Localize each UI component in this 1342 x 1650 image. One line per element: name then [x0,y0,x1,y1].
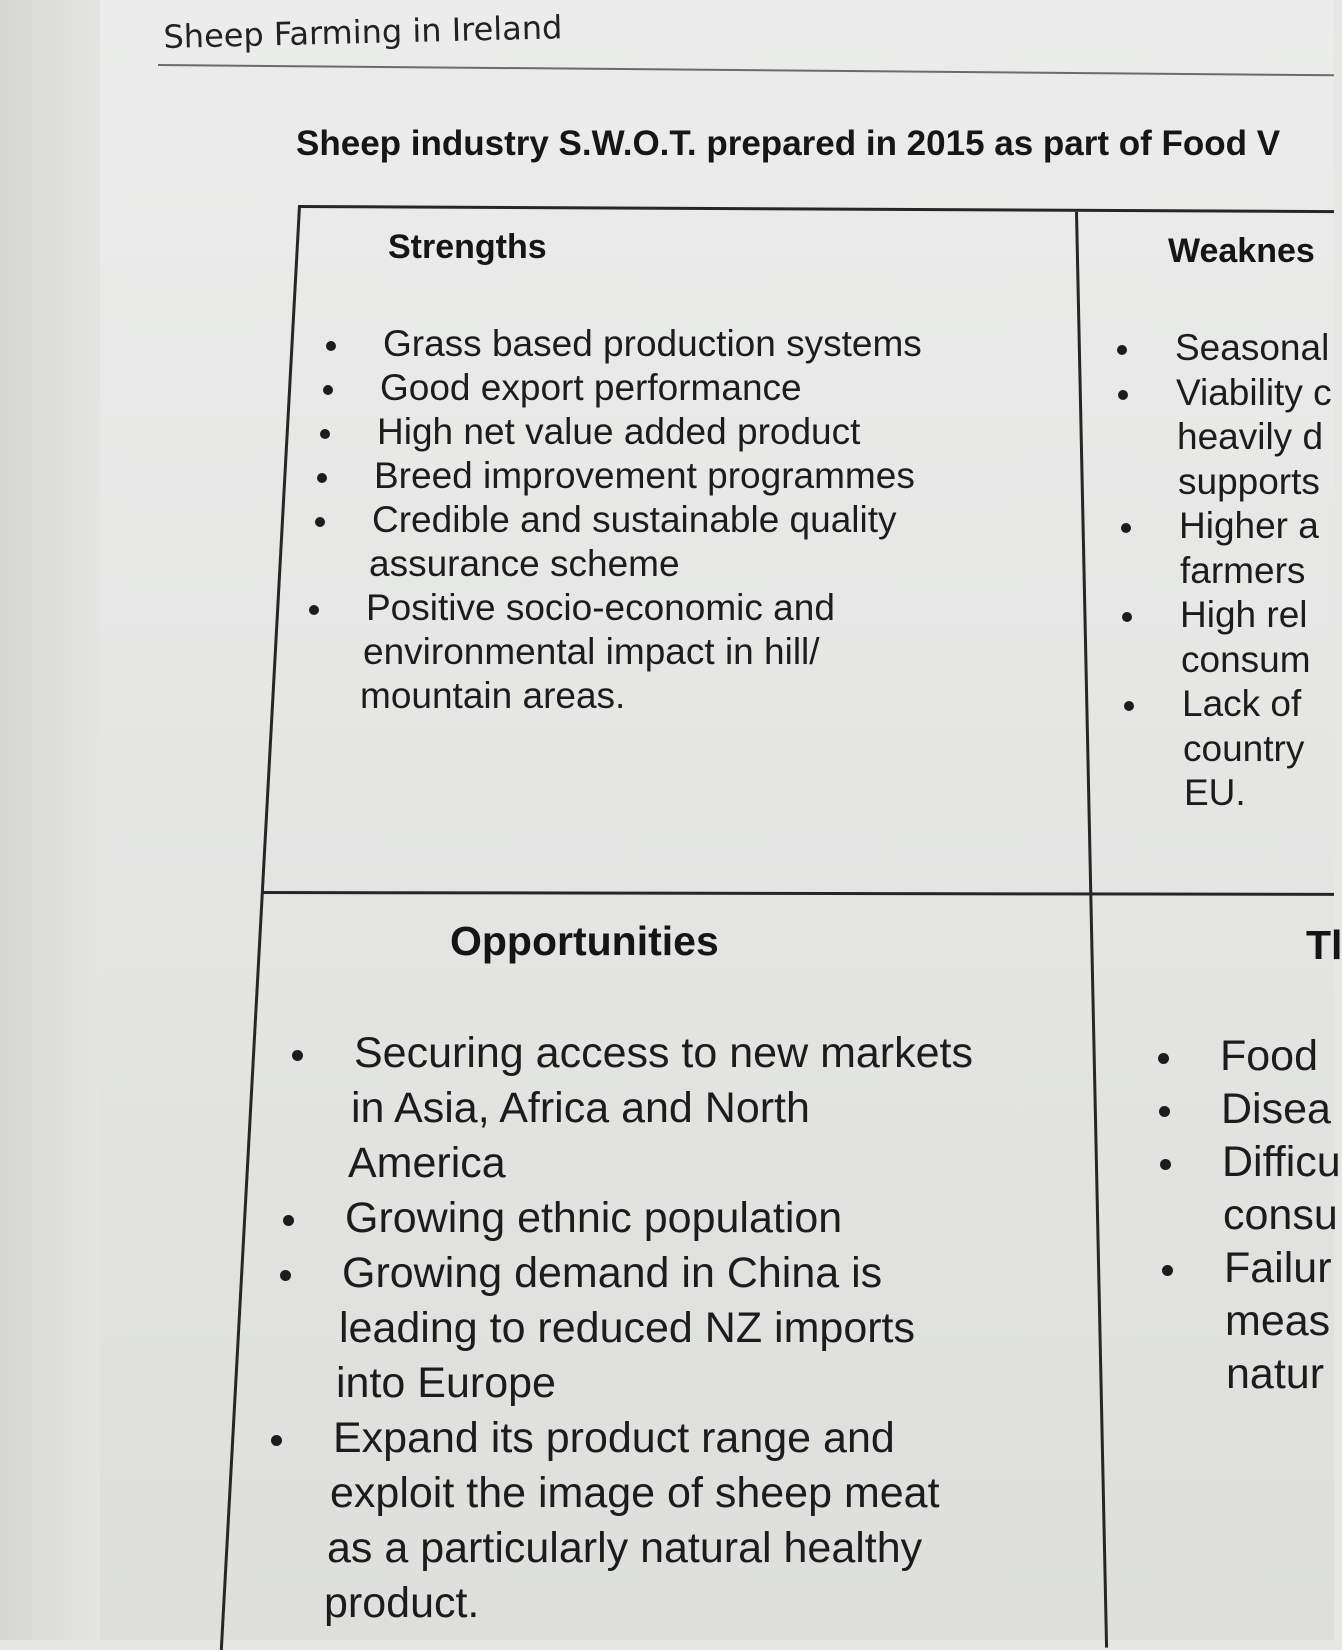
opportunities-item [348,1026,973,1191]
weaknesses-item-text: consum [1181,638,1311,680]
strengths-item [369,498,897,586]
weaknesses-item-text: High rel [1180,594,1308,635]
threats-item-text: Difficu [1222,1138,1341,1186]
strengths-item [360,586,835,718]
threats-item-text: Failur [1224,1244,1332,1292]
threats-item [1221,1083,1331,1136]
bullet-icon [1159,1106,1170,1117]
bullet-icon [309,605,319,615]
weaknesses-item [1176,371,1332,505]
weaknesses-item-text: supports [1178,460,1320,502]
bullet-icon [1118,390,1128,400]
threats-item [1220,1030,1318,1083]
weaknesses-item-text: Higher a [1179,505,1319,546]
opportunities-item-text: Growing ethnic population [345,1194,843,1242]
strengths-item-text: assurance scheme [369,543,680,584]
weaknesses-item-text: country [1183,727,1305,769]
threats-item [1222,1136,1341,1242]
strengths-item-text: Breed improvement programmes [374,455,915,496]
bullet-icon [1121,523,1131,533]
strengths-item [374,454,915,498]
table-left-border [220,206,301,1650]
weaknesses-item-text: farmers [1180,549,1306,591]
threats-title: Tl [1306,922,1342,968]
bullet-icon [280,1270,291,1281]
table-middle-border [262,891,1334,896]
strengths-item-text: High net value added product [377,411,861,452]
opportunities-item-text: Expand its product range and [333,1414,895,1462]
bullet-icon [1162,1265,1173,1276]
weaknesses-item-text: EU. [1184,772,1246,813]
bullet-icon [315,517,325,527]
opportunities-item-text: leading to reduced NZ imports [339,1304,916,1352]
threats-item-text: Disea [1221,1085,1331,1133]
bullet-icon [283,1215,294,1226]
opportunities-item-text: into Europe [336,1359,556,1407]
weaknesses-item-text: Seasonal [1175,327,1330,368]
strengths-item-text: Credible and sustainable quality [372,499,897,540]
strengths-item [383,322,922,366]
bullet-icon [1158,1053,1169,1064]
bullet-icon [1122,612,1132,622]
threats-item-text: Food [1220,1032,1319,1080]
opportunities-item-text: Growing demand in China is [342,1249,883,1297]
bullet-icon [271,1435,282,1446]
opportunities-item-text: Securing access to new markets [354,1029,973,1077]
opportunities-item-text: product. [324,1579,480,1627]
bullet-icon [1160,1159,1171,1170]
threats-item-text: meas [1225,1297,1331,1345]
strengths-item [377,410,860,454]
threats-item-text: natur [1226,1350,1325,1398]
bullet-icon [292,1050,303,1061]
strengths-item-text: mountain areas. [360,675,626,716]
weaknesses-item [1182,682,1304,816]
opportunities-item-text: in Asia, Africa and North [351,1084,810,1132]
weaknesses-item-text: Viability c [1176,371,1332,413]
weaknesses-item [1175,326,1329,371]
weaknesses-title: Weaknes [1168,232,1315,270]
strengths-item-text: Grass based production systems [383,323,922,364]
weaknesses-item [1180,593,1311,682]
opportunities-item-text: America [348,1139,506,1187]
strengths-item [380,366,802,410]
threats-item-text: consu [1223,1191,1338,1239]
running-header-title: Sheep Farming in Ireland [163,8,563,56]
strengths-title: Strengths [388,228,547,266]
strengths-item-text: Positive socio-economic and [366,587,835,628]
strengths-item-text: environmental impact in hill/ [363,631,820,672]
table-top-border [298,205,1334,213]
bullet-icon [1124,701,1134,711]
opportunities-item-text: exploit the image of sheep meat [330,1469,940,1517]
opportunities-item [336,1246,916,1411]
bullet-icon [320,429,330,439]
bullet-icon [326,341,336,351]
bullet-icon [317,473,327,483]
table-center-divider [1075,212,1108,1648]
opportunities-title: Opportunities [450,918,719,964]
weaknesses-item [1179,504,1319,593]
threats-item [1224,1242,1332,1401]
opportunities-item [324,1411,940,1631]
weaknesses-item-text: Lack of [1182,683,1302,724]
bullet-icon [323,385,333,395]
weaknesses-item-text: heavily d [1177,416,1324,457]
opportunities-item-text: as a particularly natural healthy [327,1524,923,1572]
bullet-icon [1117,345,1127,355]
opportunities-item [345,1191,842,1246]
swot-heading: Sheep industry S.W.O.T. prepared in 2015 as part of Food V [296,124,1281,163]
strengths-item-text: Good export performance [380,367,802,408]
